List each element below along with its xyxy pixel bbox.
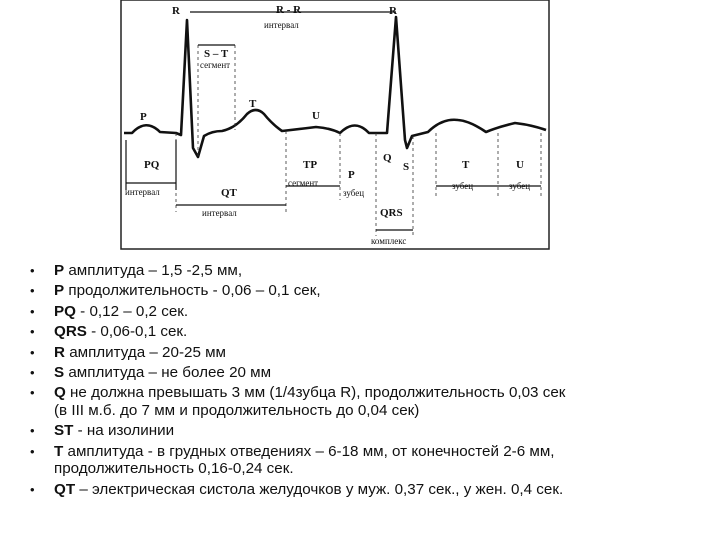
pq-sub: интервал: [125, 187, 160, 197]
p1-label: P: [140, 111, 147, 123]
p2-sub: зубец: [343, 188, 365, 198]
qrs-sub: комплекс: [371, 236, 407, 246]
qt-label: QT: [221, 187, 237, 199]
list-item: • P амплитуда – 1,5 -2,5 мм,: [30, 262, 243, 279]
ecg-norms-list: [22, 262, 712, 501]
p2-label: P: [348, 169, 355, 181]
tp-label: TP: [303, 159, 318, 171]
bullet-icon: •: [30, 283, 35, 299]
pq-label: PQ: [144, 159, 160, 171]
bullet-icon: •: [30, 443, 35, 459]
bullet-icon: •: [30, 364, 35, 380]
t1-label: T: [249, 98, 257, 110]
r-right-label: R: [389, 5, 397, 17]
bullet-icon: •: [30, 324, 35, 340]
list-item: • P продолжительность - 0,06 – 0,1 сек,: [30, 282, 321, 300]
st-sub: сегмент: [200, 60, 231, 70]
list-item: • ST - на изолинии: [30, 422, 175, 440]
t2-sub: зубец: [452, 181, 474, 191]
r-left-label: R: [172, 5, 180, 17]
ecg-waveform: [124, 17, 546, 157]
qrs-label: QRS: [380, 207, 403, 219]
rr-sub: интервал: [264, 20, 299, 30]
tp-sub: сегмент: [288, 178, 319, 188]
bullet-icon: •: [30, 263, 35, 278]
st-title: S – T: [204, 48, 229, 60]
s-label: S: [403, 161, 410, 173]
t2-label: T: [462, 159, 470, 171]
bullet-icon: •: [30, 303, 35, 319]
u1-label: U: [312, 110, 320, 122]
bullet-icon: •: [30, 385, 35, 401]
list-item: • Q не должна превышать 3 мм (1/4зубца R), продолжительность 0,03 сек (в III м.б. до 7 мм и продолжительность до 0,04 сек): [30, 384, 566, 419]
list-item: • QT – электрическая систола желудочков у муж. 0,37 сек., у жен. 0,4 сек.: [30, 480, 564, 498]
bullet-icon: •: [30, 423, 35, 439]
ecg-diagram: [0, 0, 720, 262]
bullet-icon: •: [30, 344, 35, 360]
list-item: • S амплитуда – не более 20 мм: [30, 363, 272, 381]
list-item: • PQ - 0,12 – 0,2 сек.: [30, 302, 189, 320]
rr-title: R - R: [276, 4, 302, 16]
list-item: • R амплитуда – 20-25 мм: [30, 343, 227, 361]
u2-label: U: [516, 159, 524, 171]
bullet-icon: •: [30, 481, 35, 497]
u2-sub: зубец: [509, 181, 531, 191]
list-item: • QRS - 0,06-0,1 сек.: [30, 323, 188, 341]
qt-sub: интервал: [202, 208, 237, 218]
q-label: Q: [383, 152, 392, 164]
list-item: • T амплитуда - в грудных отведениях – 6-18 мм, от конечностей 2-6 мм, продолжительность 0,16-0,24 сек.: [30, 442, 555, 478]
